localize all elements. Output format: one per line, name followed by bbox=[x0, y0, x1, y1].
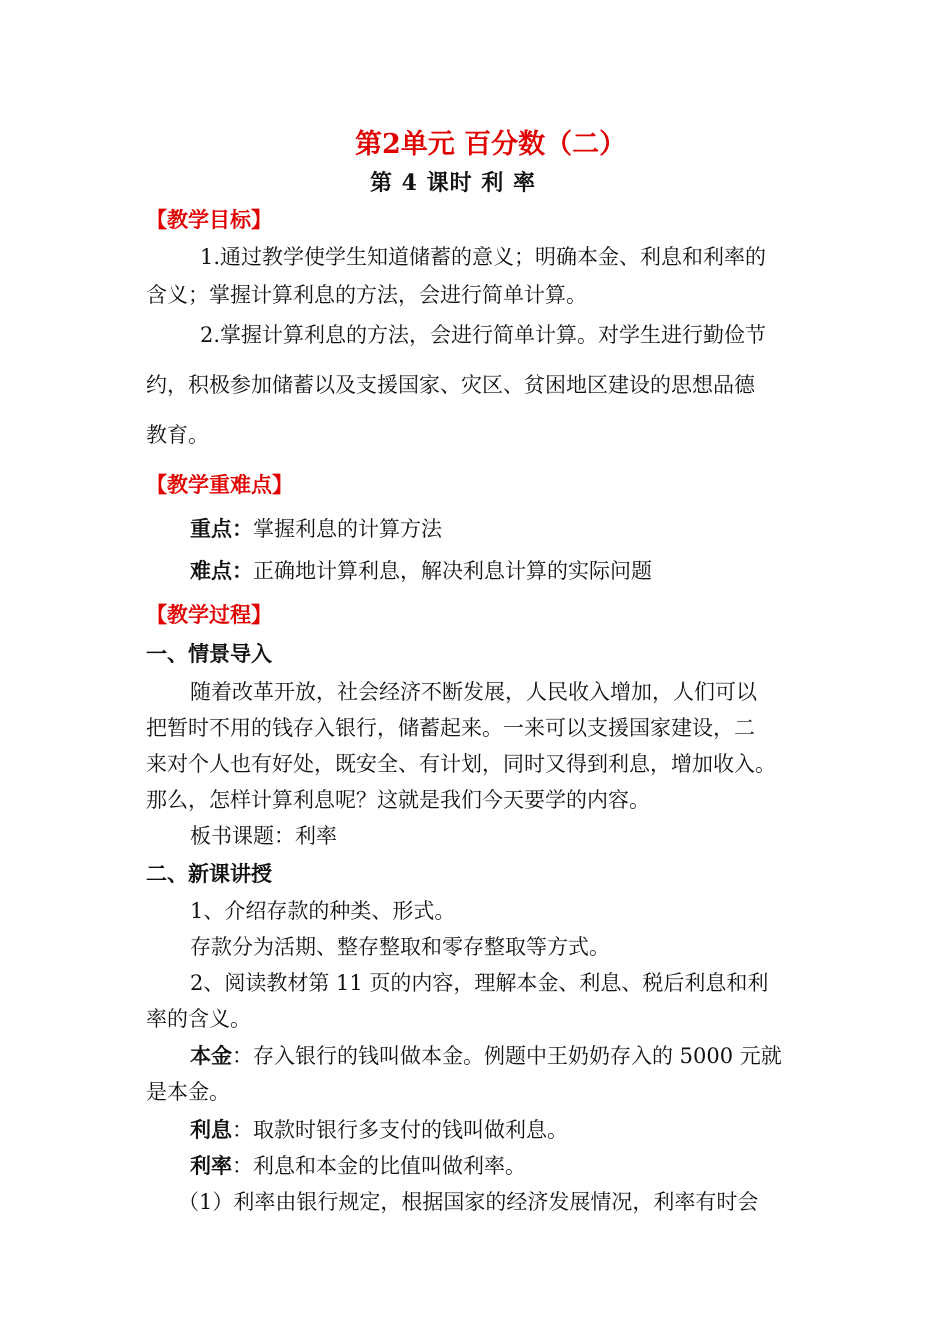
part2-line-4: 率的含义。 bbox=[146, 1007, 251, 1031]
rate-label: 利率 bbox=[190, 1154, 232, 1178]
goal-line-4: 约，积极参加储蓄以及支援国家、灾区、贫困地区建设的思想品德 bbox=[146, 373, 755, 397]
rate-note: （1）利率由银行规定，根据国家的经济发展情况，利率有时会 bbox=[178, 1190, 759, 1214]
part1-line-4: 那么，怎样计算利息呢？这就是我们今天要学的内容。 bbox=[146, 788, 650, 812]
principal-text: ：存入银行的钱叫做本金。例题中王奶奶存入的 5000 元就 bbox=[232, 1044, 782, 1068]
rate-row bbox=[190, 1153, 526, 1179]
goal-line-3: 2.掌握计算利息的方法，会进行简单计算。对学生进行勤俭节 bbox=[200, 323, 767, 347]
goal-line-1: 1.通过教学使学生知道储蓄的意义；明确本金、利息和利率的 bbox=[200, 245, 767, 269]
lesson-subtitle: 第 4 课时 利 率 bbox=[370, 170, 536, 196]
part1-line-3: 来对个人也有好处，既安全、有计划，同时又得到利息，增加收入。 bbox=[146, 752, 776, 776]
principal-text-cont: 是本金。 bbox=[146, 1080, 230, 1104]
part2-line-2: 存款分为活期、整存整取和零存整取等方式。 bbox=[190, 935, 610, 959]
part1-line-5: 板书课题：利率 bbox=[190, 824, 337, 848]
difficulty-row bbox=[190, 558, 652, 584]
part1-line-1: 随着改革开放，社会经济不断发展，人民收入增加，人们可以 bbox=[190, 680, 757, 704]
part1-heading: 一、情景导入 bbox=[146, 642, 272, 666]
key-points-heading: 【教学重难点】 bbox=[146, 473, 293, 497]
goal-line-5: 教育。 bbox=[146, 423, 209, 447]
goal-line-2: 含义；掌握计算利息的方法，会进行简单计算。 bbox=[146, 283, 587, 307]
key-point-text: 掌握利息的计算方法 bbox=[253, 517, 442, 541]
goals-heading: 【教学目标】 bbox=[146, 208, 272, 232]
key-point-label: 重点： bbox=[190, 517, 253, 541]
interest-text: ：取款时银行多支付的钱叫做利息。 bbox=[232, 1118, 568, 1142]
page-title: 第2单元 百分数（二） bbox=[355, 129, 627, 160]
interest-row bbox=[190, 1117, 568, 1143]
difficulty-label: 难点： bbox=[190, 559, 253, 583]
part2-heading: 二、新课讲授 bbox=[146, 862, 272, 886]
principal-row bbox=[190, 1043, 782, 1069]
key-point-row bbox=[190, 516, 442, 542]
part1-line-2: 把暂时不用的钱存入银行，储蓄起来。一来可以支援国家建设，二 bbox=[146, 716, 755, 740]
principal-label: 本金 bbox=[190, 1044, 232, 1068]
process-heading: 【教学过程】 bbox=[146, 603, 272, 627]
rate-text: ：利息和本金的比值叫做利率。 bbox=[232, 1154, 526, 1178]
part2-line-1: 1、介绍存款的种类、形式。 bbox=[190, 899, 456, 923]
part2-line-3: 2、阅读教材第 11 页的内容，理解本金、利息、税后利息和利 bbox=[190, 971, 769, 995]
interest-label: 利息 bbox=[190, 1118, 232, 1142]
difficulty-text: 正确地计算利息，解决利息计算的实际问题 bbox=[253, 559, 652, 583]
